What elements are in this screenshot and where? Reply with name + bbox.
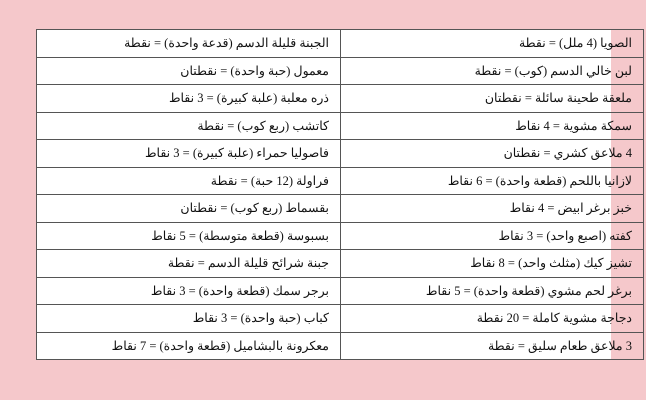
table-row — [37, 57, 644, 85]
table-cell-right: ملعقة طحينة سائلة = نقطتان — [341, 85, 644, 113]
table-cell-left: الجبنة قليلة الدسم (قدعة واحدة) = نقطة — [37, 30, 341, 58]
table-row — [37, 30, 644, 58]
table-cell-right: لازانيا باللحم (قطعة واحدة) = 6 نقاط — [341, 167, 644, 195]
table-cell-right: لبن خالي الدسم (كوب) = نقطة — [341, 57, 644, 85]
food-points-table — [36, 29, 644, 360]
table-cell-left: بسبوسة (قطعة متوسطة) = 5 نقاط — [37, 222, 341, 250]
table-row — [37, 277, 644, 305]
table-cell-right: 3 ملاعق طعام سليق = نقطة — [341, 332, 644, 360]
table-cell-right: سمكة مشوية = 4 نقاط — [341, 112, 644, 140]
table-cell-right: كفته (اصبع واحد) = 3 نقاط — [341, 222, 644, 250]
table-cell-left: ذره معلبة (علبة كبيرة) = 3 نقاط — [37, 85, 341, 113]
table-cell-left: معمول (حبة واحدة) = نقطتان — [37, 57, 341, 85]
points-table-sheet — [36, 29, 632, 359]
table-cell-left: برجر سمك (قطعة واحدة) = 3 نقاط — [37, 277, 341, 305]
table-row — [37, 222, 644, 250]
table-row — [37, 332, 644, 360]
table-cell-left: بقسماط (ربع كوب) = نقطتان — [37, 195, 341, 223]
table-body — [37, 30, 644, 360]
table-cell-right: 4 ملاعق كشري = نقطتان — [341, 140, 644, 168]
table-cell-right: برغر لحم مشوي (قطعة واحدة) = 5 نقاط — [341, 277, 644, 305]
table-row — [37, 112, 644, 140]
table-row — [37, 250, 644, 278]
table-cell-right: الصويا (4 ملل) = نقطة — [341, 30, 644, 58]
table-cell-right: دجاجة مشوية كاملة = 20 نقطة — [341, 305, 644, 333]
table-cell-left: كاتشب (ربع كوب) = نقطة — [37, 112, 341, 140]
table-row — [37, 195, 644, 223]
table-cell-left: جبنة شرائح قليلة الدسم = نقطة — [37, 250, 341, 278]
table-cell-left: معكرونة بالبشاميل (قطعة واحدة) = 7 نقاط — [37, 332, 341, 360]
table-row — [37, 140, 644, 168]
table-row — [37, 167, 644, 195]
table-row — [37, 85, 644, 113]
table-cell-left: كباب (حبة واحدة) = 3 نقاط — [37, 305, 341, 333]
table-cell-right: خبز برغر ابيض = 4 نقاط — [341, 195, 644, 223]
table-row — [37, 305, 644, 333]
table-cell-left: فراولة (12 حبة) = نقطة — [37, 167, 341, 195]
table-cell-left: فاصوليا حمراء (علبة كبيرة) = 3 نقاط — [37, 140, 341, 168]
table-cell-right: تشيز كيك (مثلث واحد) = 8 نقاط — [341, 250, 644, 278]
